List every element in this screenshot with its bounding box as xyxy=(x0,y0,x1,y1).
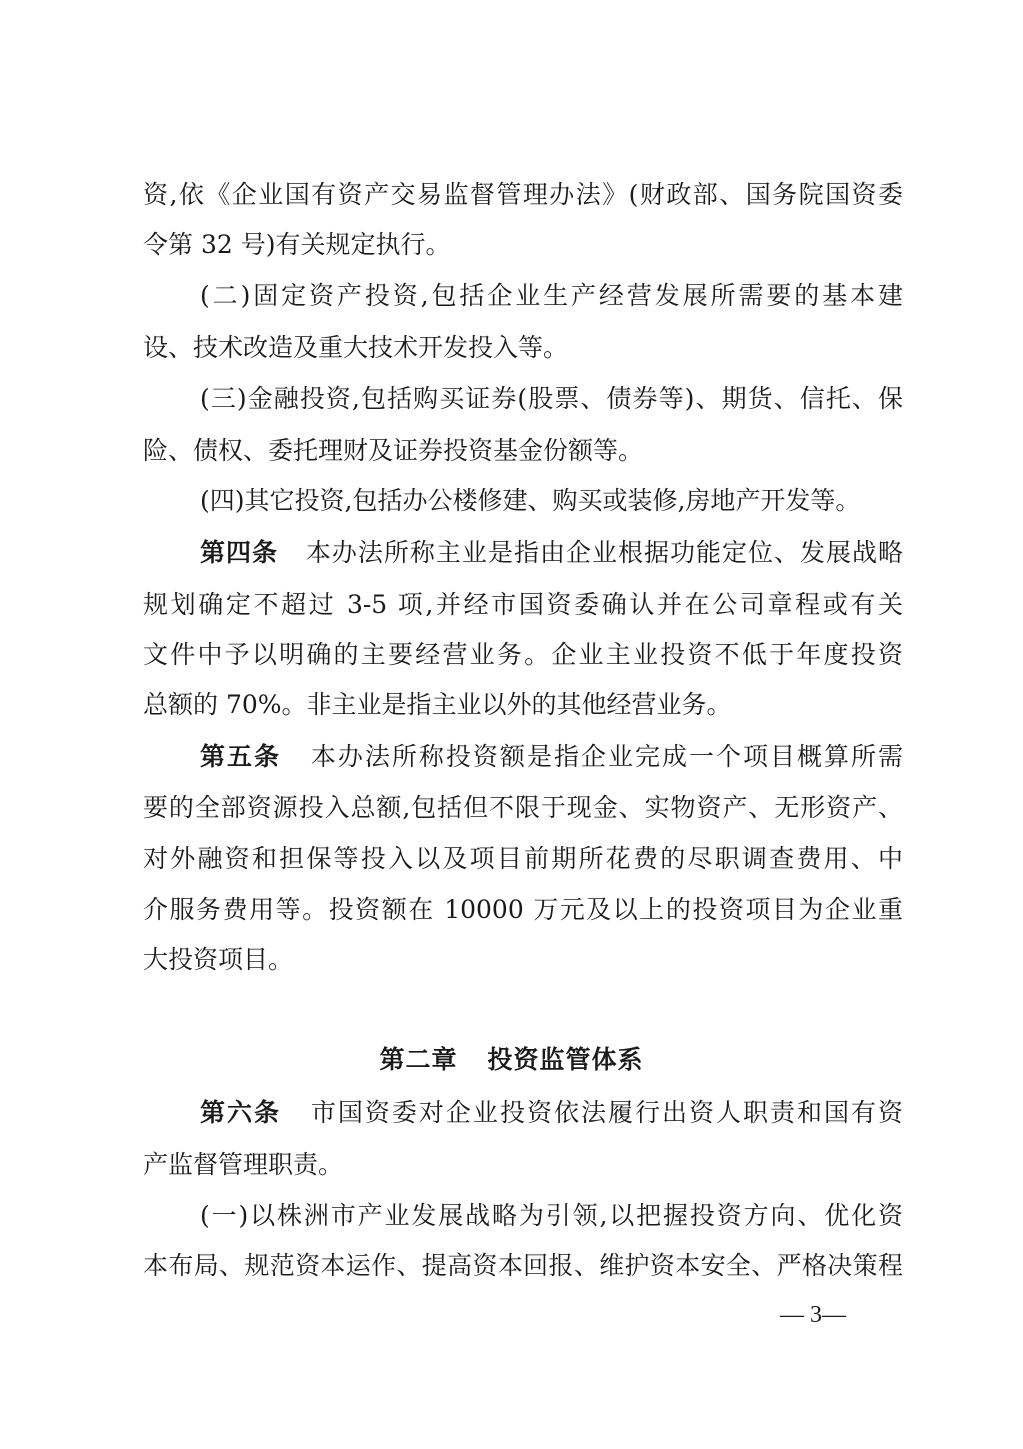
text-line: 总额的 70%。非主业是指主业以外的其他经营业务。 xyxy=(143,690,732,719)
article-5-line xyxy=(200,742,903,772)
text-line: 文件中予以明确的主要经营业务。企业主业投资不低于年度投资 xyxy=(143,640,903,669)
article-heading: 第四条 xyxy=(200,538,279,567)
text-line: 本布局、规范资本运作、提高资本回报、维护资本安全、严格决策程 xyxy=(143,1251,903,1280)
text-segment: 本办法所称主业是指由企业根据功能定位、发展战略 xyxy=(305,538,903,567)
chapter-heading xyxy=(0,1043,1023,1077)
page-number: — 3— xyxy=(780,1302,846,1328)
chapter-title: 投资监管体系 xyxy=(487,1045,644,1074)
text-line: (二)固定资产投资,包括企业生产经营发展所需要的基本建 xyxy=(200,281,903,310)
text-line: 规划确定不超过 3-5 项,并经市国资委确认并在公司章程或有关 xyxy=(143,590,903,619)
text-line: (一)以株洲市产业发展战略为引领,以把握投资方向、优化资 xyxy=(200,1201,903,1230)
text-segment: 本办法所称投资额是指企业完成一个项目概算所需 xyxy=(310,742,903,771)
article-heading: 第六条 xyxy=(200,1098,282,1127)
article-6-line xyxy=(200,1098,903,1128)
article-4-line xyxy=(200,538,903,568)
text-line: (三)金融投资,包括购买证券(股票、债券等)、期货、信托、保 xyxy=(200,384,903,413)
text-line: 资,依《企业国有资产交易监督管理办法》(财政部、国务院国资委 xyxy=(143,180,903,209)
text-line: 对外融资和担保等投入以及项目前期所花费的尽职调查费用、中 xyxy=(143,844,903,873)
text-segment: 市国资委对企业投资依法履行出资人职责和国有资 xyxy=(310,1098,903,1127)
text-line: 要的全部资源投入总额,包括但不限于现金、实物资产、无形资产、 xyxy=(143,793,903,822)
text-line: 大投资项目。 xyxy=(143,945,294,974)
text-line: 设、技术改造及重大技术开发投入等。 xyxy=(143,333,569,362)
text-line: (四)其它投资,包括办公楼修建、购买或装修,房地产开发等。 xyxy=(200,486,861,515)
chapter-number: 第二章 xyxy=(379,1045,458,1074)
text-line: 产监督管理职责。 xyxy=(143,1150,344,1179)
text-line: 令第 32 号)有关规定执行。 xyxy=(143,230,451,259)
text-line: 介服务费用等。投资额在 10000 万元及以上的投资项目为企业重 xyxy=(143,895,903,924)
text-line: 险、债权、委托理财及证券投资基金份额等。 xyxy=(143,436,644,465)
article-heading: 第五条 xyxy=(200,742,282,771)
